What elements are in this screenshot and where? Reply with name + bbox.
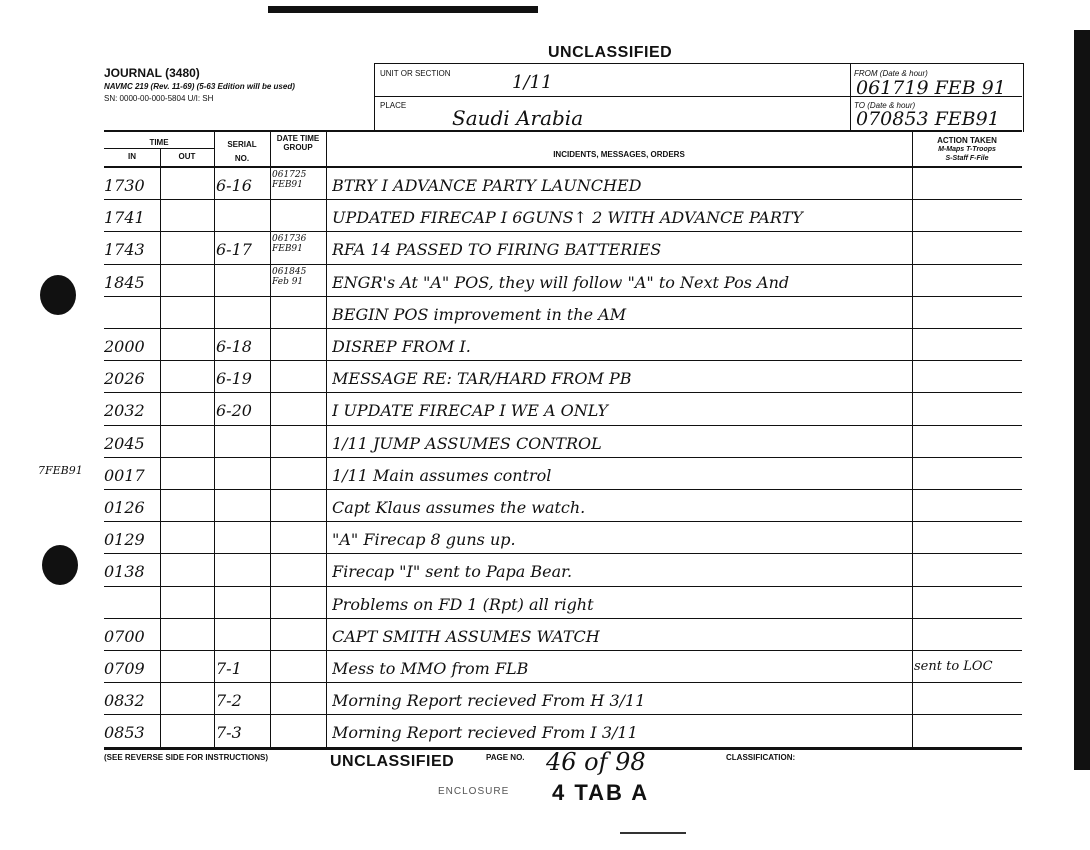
form-number: NAVMC 219 (Rev. 11-69) (5-63 Edition will be used) (104, 82, 295, 91)
row-divider (104, 231, 1022, 232)
page-value: 46 of 98 (546, 748, 646, 776)
incident-cell: RFA 14 PASSED TO FIRING BATTERIES (332, 240, 662, 260)
margin-note: 7FEB91 (38, 464, 83, 477)
time-in-cell: 0709 (104, 659, 145, 678)
col-header-dtg: DATE TIME GROUP (276, 134, 320, 152)
incident-cell: ENGR's At "A" POS, they will follow "A" to Next Pos And (332, 272, 790, 292)
row-divider (104, 457, 1022, 458)
col-header-time: TIME (149, 138, 169, 147)
row-divider (104, 296, 1022, 297)
incident-cell: CAPT SMITH ASSUMES WATCH (332, 626, 600, 646)
scan-edge-right (1074, 30, 1090, 770)
col-header-serial-no: NO. (234, 154, 250, 163)
serial-cell: 7-3 (216, 723, 242, 743)
action-cell: sent to LOC (914, 659, 993, 674)
table-top-line (104, 130, 1022, 132)
incident-cell: BEGIN POS improvement in the AM (332, 304, 627, 324)
time-in-cell: 1743 (104, 240, 145, 260)
col-line-incidents-action (912, 132, 913, 748)
form-sn: SN: 0000-00-000-5804 U/I: SH (104, 94, 214, 103)
row-divider (104, 650, 1022, 651)
serial-cell: 7-2 (216, 691, 242, 711)
col-line-time-serial (214, 132, 215, 748)
col-header-in: IN (128, 152, 136, 161)
dtg-cell: 061725 FEB91 (272, 170, 307, 190)
incident-cell: UPDATED FIRECAP I 6GUNS↑ 2 WITH ADVANCE PARTY (332, 208, 803, 228)
serial-cell: 6-20 (216, 401, 252, 421)
row-divider (104, 392, 1022, 393)
col-header-serial: SERIAL (227, 140, 257, 149)
serial-cell: 6-19 (216, 369, 252, 389)
col-header-action-legend-1: M-Maps T-Troops (938, 146, 996, 153)
incident-cell: Problems on FD 1 (Rpt) all right (332, 594, 594, 614)
table-header-bottom-line (104, 166, 1022, 168)
incident-cell: 1/11 JUMP ASSUMES CONTROL (332, 433, 602, 453)
row-divider (104, 328, 1022, 329)
incident-cell: BTRY I ADVANCE PARTY LAUNCHED (332, 176, 642, 195)
header-divider-vertical (850, 63, 851, 131)
scan-edge-bottom (620, 832, 686, 834)
time-in-cell: 0138 (104, 562, 145, 582)
time-in-cell: 2026 (104, 369, 145, 389)
unit-label: UNIT OR SECTION (380, 69, 451, 78)
dtg-cell: 061736 FEB91 (272, 234, 307, 255)
time-in-cell: 1845 (104, 272, 145, 292)
time-in-cell: 0700 (104, 626, 145, 646)
row-divider (104, 682, 1022, 683)
scan-edge-top (268, 6, 538, 13)
place-value: Saudi Arabia (452, 106, 584, 130)
serial-cell: 6-18 (216, 337, 252, 356)
col-header-action-legend-2: S-Staff F-File (945, 155, 989, 162)
col-header-out: OUT (178, 152, 196, 161)
form-title: JOURNAL (3480) (104, 66, 200, 80)
time-subheader-line (104, 148, 214, 149)
time-in-cell: 2000 (104, 337, 145, 356)
header-divider (374, 96, 850, 97)
incident-cell: Morning Report recieved From H 3/11 (332, 691, 646, 711)
time-in-cell: 2032 (104, 401, 145, 421)
col-line-in-out (160, 148, 161, 748)
col-line-serial-dtg (270, 132, 271, 748)
row-divider (104, 264, 1022, 265)
classification-top: UNCLASSIFIED (548, 44, 673, 61)
incident-cell: DISREP FROM I. (332, 337, 471, 356)
tab-label: 4 TAB A (552, 780, 650, 805)
dtg-cell: 061845 Feb 91 (272, 266, 307, 287)
row-divider (104, 199, 1022, 200)
punch-hole-bottom (42, 545, 78, 585)
incident-cell: 1/11 Main assumes control (332, 465, 552, 485)
time-in-cell: 1741 (104, 208, 145, 228)
from-label: FROM (Date & hour) (854, 69, 928, 78)
footer-instructions: (SEE REVERSE SIDE FOR INSTRUCTIONS) (104, 753, 269, 762)
time-in-cell: 1730 (104, 176, 145, 195)
row-divider (104, 714, 1022, 715)
unit-value: 1/11 (512, 72, 553, 93)
col-header-action: ACTION TAKEN (937, 136, 997, 145)
row-divider (104, 553, 1022, 554)
incident-cell: "A" Firecap 8 guns up. (332, 530, 516, 550)
time-in-cell: 0853 (104, 723, 145, 743)
time-in-cell: 2045 (104, 433, 145, 453)
row-divider (104, 489, 1022, 490)
classification-bottom: UNCLASSIFIED (330, 753, 455, 770)
to-value: 070853 FEB91 (856, 108, 1000, 130)
time-in-cell: 0129 (104, 530, 145, 550)
page-label: PAGE NO. (486, 753, 525, 762)
incident-cell: Mess to MMO from FLB (332, 659, 529, 678)
punch-hole-top (40, 275, 76, 315)
row-divider (104, 618, 1022, 619)
col-line-dtg-incidents (326, 132, 327, 748)
time-in-cell: 0832 (104, 691, 145, 711)
row-divider (104, 360, 1022, 361)
time-in-cell: 0126 (104, 498, 145, 517)
serial-cell: 7-1 (216, 659, 242, 678)
incident-cell: MESSAGE RE: TAR/HARD FROM PB (332, 369, 632, 389)
to-label: TO (Date & hour) (854, 101, 916, 110)
incident-cell: Morning Report recieved From I 3/11 (332, 723, 638, 743)
incident-cell: Capt Klaus assumes the watch. (332, 498, 586, 517)
serial-cell: 6-17 (216, 240, 252, 260)
time-in-cell: 0017 (104, 465, 145, 485)
place-label: PLACE (380, 101, 407, 110)
classification-label: CLASSIFICATION: (726, 753, 796, 762)
row-divider (104, 586, 1022, 587)
row-divider (104, 521, 1022, 522)
col-header-incidents: INCIDENTS, MESSAGES, ORDERS (553, 150, 685, 159)
incident-cell: I UPDATE FIRECAP I WE A ONLY (332, 401, 608, 421)
incident-cell: Firecap "I" sent to Papa Bear. (332, 562, 573, 582)
row-divider (104, 425, 1022, 426)
from-value: 061719 FEB 91 (856, 77, 1006, 99)
serial-cell: 6-16 (216, 176, 252, 195)
enclosure-stamp: ENCLOSURE (438, 786, 510, 797)
